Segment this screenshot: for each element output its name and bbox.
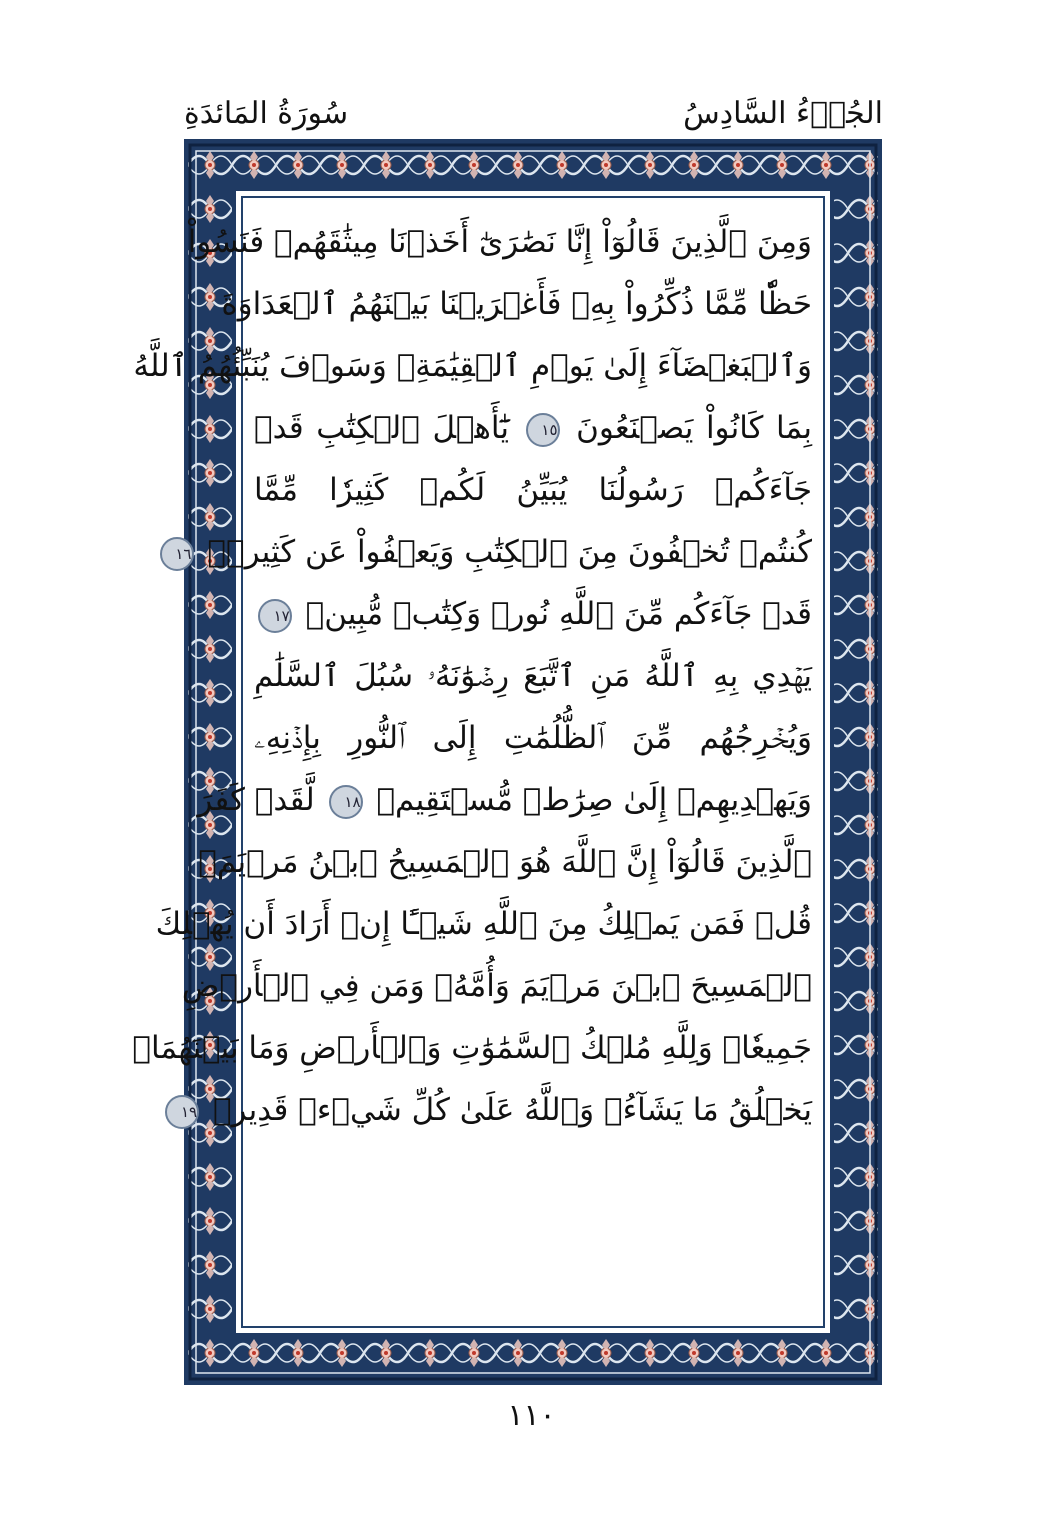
quran-text xyxy=(132,212,812,1322)
verse-text: بِمَا كَانُواْ يَصۡنَعُونَ xyxy=(576,410,812,446)
juz-title: الجُزۡءُ السَّادِسُ xyxy=(683,96,883,131)
text-line xyxy=(175,522,812,582)
text-line: وَمِنَ ٱلَّذِينَ قَالُوٓاْ إِنَّا نَصَٰرَىٰٓ أَخَذۡنَا مِيثَٰقَهُمۡ فَنَسُواْ xyxy=(187,224,812,260)
text-line: جَآءَكُمۡ رَسُولُنَا يُبَيِّنُ لَكُمۡ كَثِيرٗا مِّمَّا xyxy=(254,472,812,508)
verse-text: لَّقَدۡ كَفَرَ xyxy=(197,782,315,818)
text-line: يَهۡدِي بِهِ ٱللَّهُ مَنِ ٱتَّبَعَ رِضۡوَٰنَهُۥ سُبُلَ ٱلسَّلَٰمِ xyxy=(254,658,812,694)
text-line xyxy=(254,584,812,644)
text-line xyxy=(254,398,812,458)
verse-number-marker: ١٧ xyxy=(258,599,292,633)
text-line: قُلۡ فَمَن يَمۡلِكُ مِنَ ٱللَّهِ شَيۡـًٔا إِنۡ أَرَادَ أَن يُهۡلِكَ xyxy=(155,906,812,942)
text-line: ٱلۡمَسِيحَ ٱبۡنَ مَرۡيَمَ وَأُمَّهُۥ وَمَن فِي ٱلۡأَرۡضِ xyxy=(181,968,812,1004)
page-number: ١١٠ xyxy=(507,1398,556,1433)
text-line: ٱلَّذِينَ قَالُوٓاْ إِنَّ ٱللَّهَ هُوَ ٱلۡمَسِيحُ ٱبۡنُ مَرۡيَمَۚ xyxy=(198,844,812,880)
verse-number-marker: ١٥ xyxy=(526,413,560,447)
verse-text: كُنتُمۡ تُخۡفُونَ مِنَ ٱلۡكِتَٰبِ وَيَعۡفُواْ عَن كَثِيرٖۚ xyxy=(207,534,812,570)
verse-number-marker: ١٩ xyxy=(165,1095,199,1129)
verse-text: قَدۡ جَآءَكُم مِّنَ ٱللَّهِ نُورٞ وَكِتَٰبٞ مُّبِينٞ xyxy=(305,596,812,632)
text-line: جَمِيعٗاۗ وَلِلَّهِ مُلۡكُ ٱلسَّمَٰوَٰتِ وَٱلۡأَرۡضِ وَمَا بَيۡنَهُمَاۚ xyxy=(132,1030,812,1066)
verse-text: وَيَهۡدِيهِمۡ إِلَىٰ صِرَٰطٖ مُّسۡتَقِيمٖ xyxy=(376,782,812,818)
surah-title: سُورَةُ المَائدَةِ xyxy=(184,96,349,131)
text-line: حَظّٗا مِّمَّا ذُكِّرُواْ بِهِۦ فَأَغۡرَيۡنَا بَيۡنَهُمُ ٱلۡعَدَاوَةَ xyxy=(221,286,812,322)
text-line xyxy=(197,770,812,830)
verse-number-marker: ١٦ xyxy=(160,537,194,571)
text-line: وَيُخۡرِجُهُم مِّنَ ٱلظُّلُمَٰتِ إِلَى ٱلنُّورِ بِإِذۡنِهِۦ xyxy=(254,720,812,756)
verse-number-marker: ١٨ xyxy=(329,785,363,819)
text-line xyxy=(180,1080,812,1140)
text-line: وَٱلۡبَغۡضَآءَ إِلَىٰ يَوۡمِ ٱلۡقِيَٰمَةِۚ وَسَوۡفَ يُنَبِّئُهُمُ ٱللَّهُ xyxy=(133,348,812,384)
verse-text: يَخۡلُقُ مَا يَشَآءُۚ وَٱللَّهُ عَلَىٰ كُلِّ شَيۡءٖ قَدِيرٞ xyxy=(212,1092,812,1128)
verse-text: يَٰٓأَهۡلَ ٱلۡكِتَٰبِ قَدۡ xyxy=(254,410,509,446)
